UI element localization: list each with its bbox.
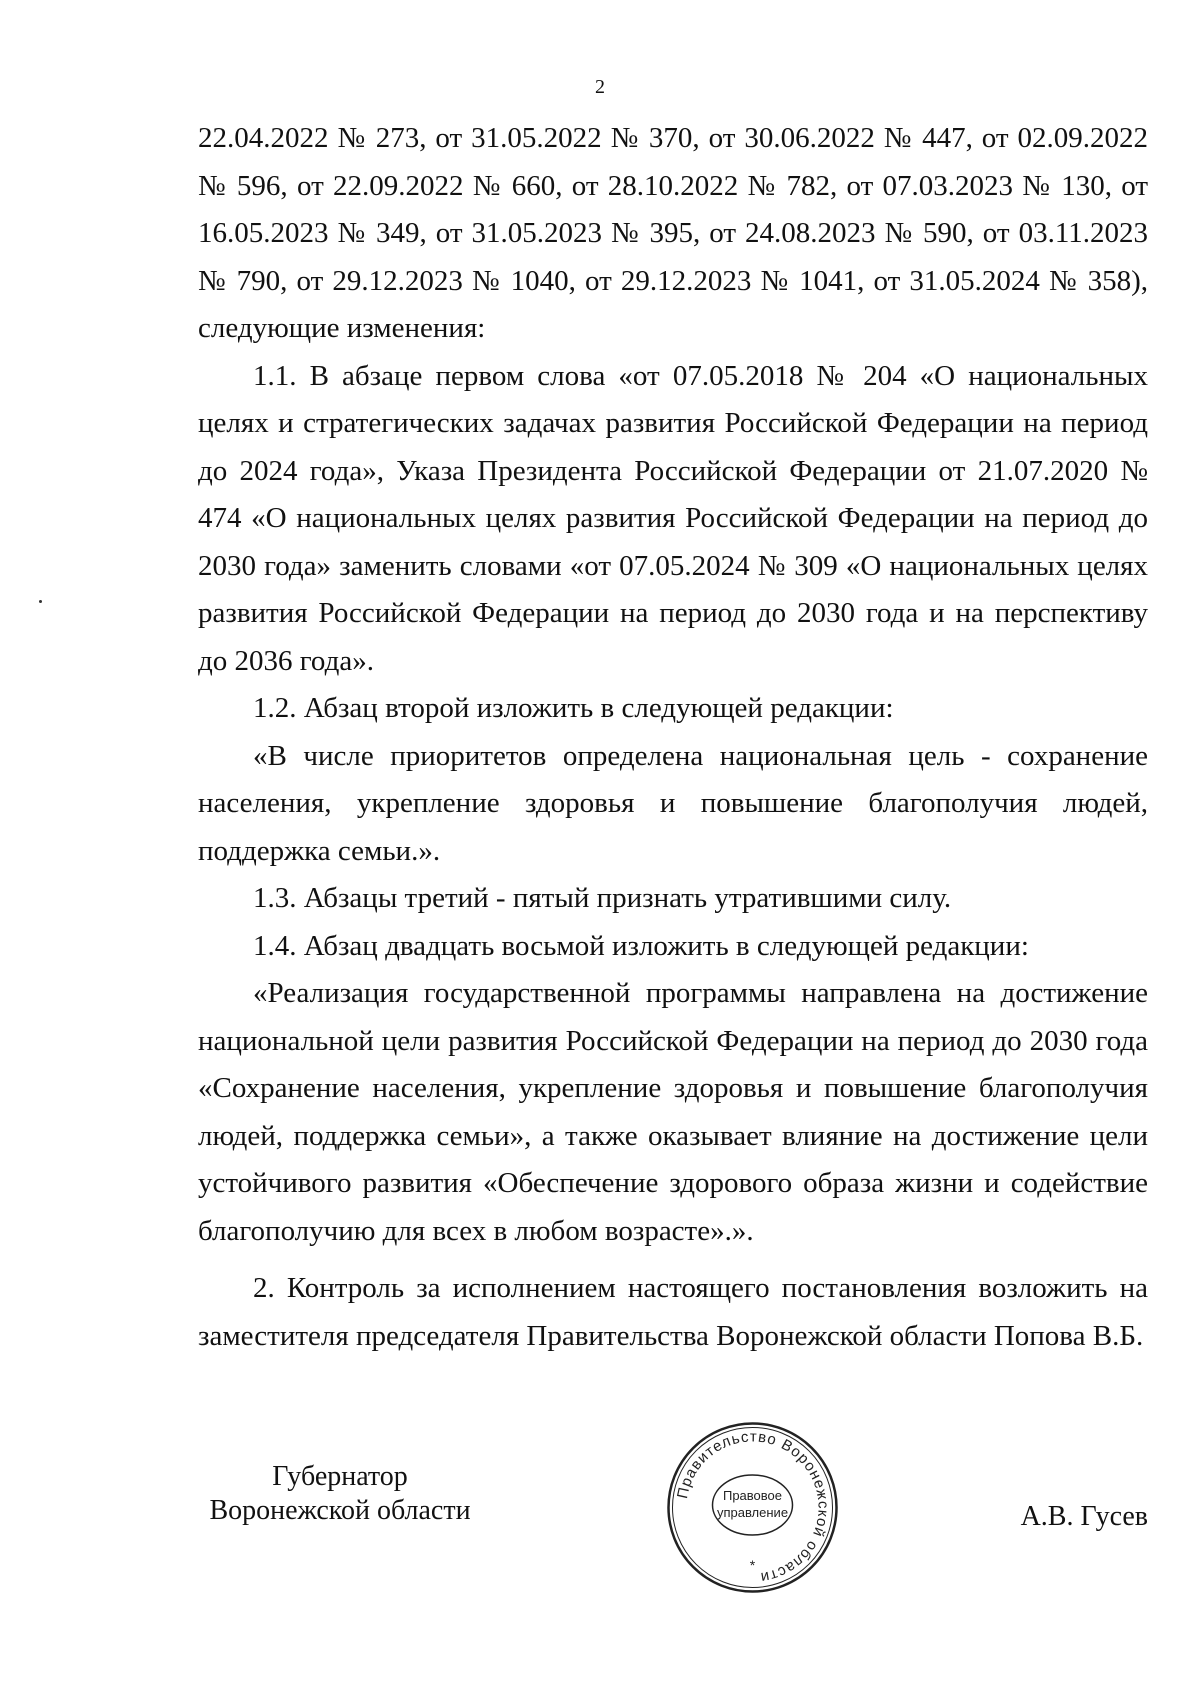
paragraph-1-3: 1.3. Абзацы третий - пятый признать утратившими силу. bbox=[253, 882, 952, 914]
paragraph-amendment-list: 22.04.2022 № 273, от 31.05.2022 № 370, от 30.06.2022 № 447, от 02.09.2022 № 596, от 22.09.2022 № 660, от 28.10.2022 № 782, от 07.03.2023 № 130, от 16.05.2023 № 349, от 31.05.2023 № 395, от 24.08.2023 № 590, от 03.11.2023 № 790, от 29.12.2023 № 1040, от 29.12.2023 № 1041, от 31.05.2024 № 358), следующие изменения: bbox=[198, 122, 1148, 344]
document-body bbox=[198, 115, 1148, 1360]
paragraph-quote-2: «Реализация государственной программы направлена на достижение национальной цели развития Российской Федерации на период до 2030 года «Сохранение населения, укрепление здоровья и повышение благополучия людей, поддержка семьи», а также оказывает влияние на достижение цели устойчивого развития «Обеспечение здорового образа жизни и содействие благополучию для всех в любом возрасте».». bbox=[198, 977, 1148, 1247]
stamp-star: * bbox=[749, 1557, 756, 1573]
signatory-title-line1: Губернатор bbox=[272, 1461, 408, 1492]
paragraph-1-4: 1.4. Абзац двадцать восьмой изложить в следующей редакции: bbox=[253, 929, 1029, 962]
official-stamp bbox=[665, 1420, 840, 1595]
stamp-outer-text: Правительство Воронежской области bbox=[674, 1428, 832, 1587]
signature-block bbox=[0, 1428, 1200, 1660]
paragraph-1-2: 1.2. Абзац второй изложить в следующей редакции: bbox=[253, 692, 894, 724]
paragraph-quote-1: «В числе приоритетов определена национальная цель - сохранение населения, укрепление здоровья и повышение благополучия людей, поддержка семьи.». bbox=[198, 739, 1148, 867]
signatory-name: А.В. Гусев bbox=[1020, 1501, 1148, 1532]
signatory-title bbox=[200, 1460, 480, 1528]
scan-speck bbox=[39, 600, 42, 603]
paragraph-2-control: 2. Контроль за исполнением настоящего постановления возложить на заместителя председателя Правительства Воронежской области Попова В.Б. bbox=[198, 1272, 1148, 1352]
signatory-title-line2: Воронежской области bbox=[209, 1495, 471, 1526]
stamp-inner-line1: Правовое bbox=[722, 1488, 783, 1503]
page-number: 2 bbox=[595, 76, 605, 98]
stamp-inner-line2: управление bbox=[716, 1505, 789, 1520]
paragraph-1-1: 1.1. В абзаце первом слова «от 07.05.2018 № 204 «О национальных целях и стратегических задачах развития Российской Федерации на период до 2024 года», Указа Президента Российской Федерации от 21.07.2020 № 474 «О национальных целях развития Российской Федерации на период до 2030 года» заменить словами «от 07.05.2024 № 309 «О национальных целях развития Российской Федерации на период до 2030 года и на перспективу до 2036 года». bbox=[198, 359, 1148, 677]
